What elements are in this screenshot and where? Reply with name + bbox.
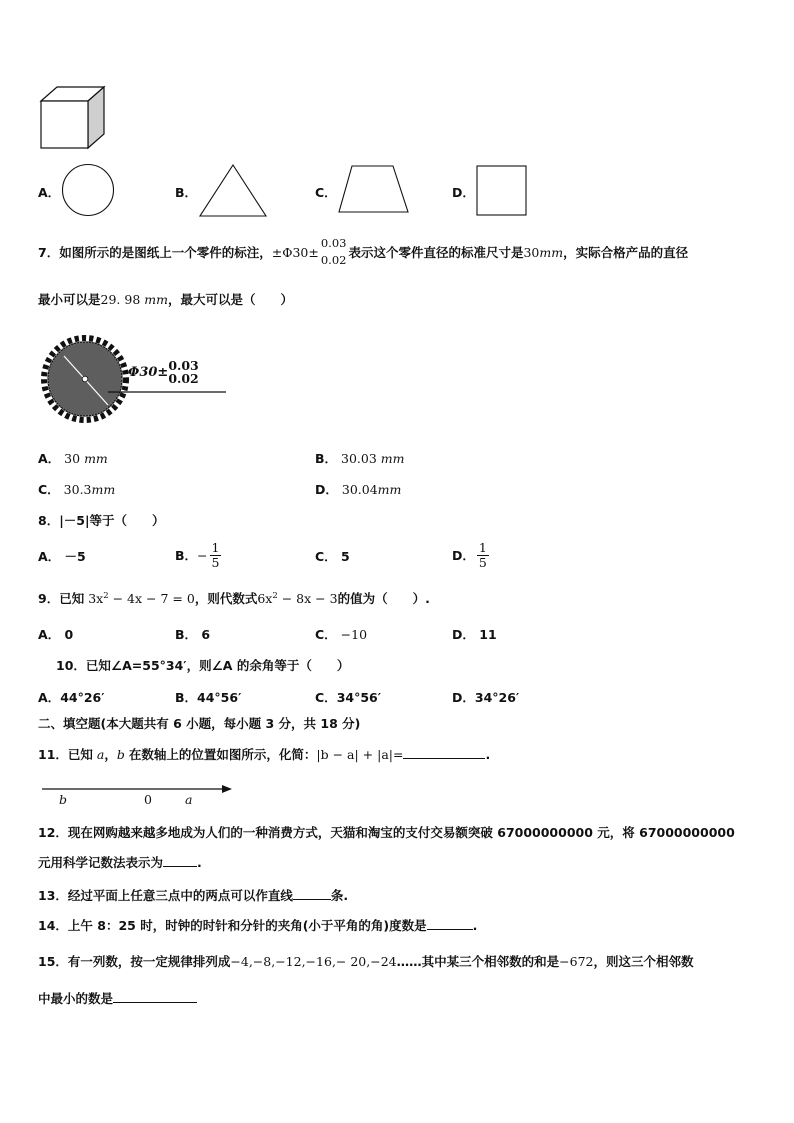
q7-option-c-value: 30.3: [63, 482, 92, 497]
q9-eq1-exp: 2: [103, 590, 109, 601]
q8-option-a-label: A．: [38, 549, 61, 564]
gear-lower: 0.02: [168, 370, 199, 386]
number-line-label-0: 0: [144, 792, 152, 807]
q7-option-d-value: 30.04: [341, 482, 378, 497]
q7-unit: mm: [539, 244, 564, 260]
q7-option-a[interactable]: [38, 449, 108, 467]
q7-option-a-unit: mm: [84, 451, 108, 466]
q15-dots: ……: [396, 954, 422, 969]
q8-option-c-value: 5: [341, 549, 350, 564]
q7-option-b-label: B．: [315, 451, 338, 466]
q7-option-b-unit: mm: [380, 451, 405, 466]
q14-question: [38, 916, 477, 934]
q15-question-line2: [38, 989, 197, 1007]
q8-text: |－5|等于（ ）: [59, 513, 165, 528]
q15-sequence: −4,−8,−12,−16,− 20,−24: [230, 954, 397, 969]
q11-number: 11．: [38, 747, 68, 762]
q10-option-b[interactable]: [175, 688, 241, 706]
q7-question-line1: [38, 230, 688, 274]
q10-option-c-value: 34°56′: [336, 690, 382, 705]
q10-option-a-value: 44°26′: [60, 690, 105, 705]
q14-end: .: [472, 918, 478, 933]
gear-tolerance-stack: [168, 360, 198, 385]
q8-option-b-num: 1: [211, 540, 220, 556]
q9-equation: [88, 591, 195, 606]
q7-tolerance-stack: [321, 235, 347, 270]
q13-question: [38, 886, 348, 904]
gear-tolerance-label: [128, 360, 199, 385]
q8-option-d-num: 1: [478, 540, 487, 556]
q8-option-d-label: D．: [452, 548, 475, 563]
number-line: [40, 780, 235, 794]
q7-lower: 0.02: [320, 253, 347, 267]
q7-text2: 表示这个零件直径的标准尺寸是: [348, 245, 524, 260]
q8-option-c[interactable]: [315, 547, 350, 565]
q7-line2a: 最小可以是: [38, 292, 101, 307]
q11-question: [38, 745, 490, 763]
q8-option-a-value: －5: [64, 549, 86, 564]
q7-line2b: ，最大可以是（ ）: [167, 292, 293, 307]
q12-end: .: [197, 855, 202, 870]
q9-option-a[interactable]: [38, 625, 73, 643]
q11-expression: |b − a| + |a|=: [316, 747, 404, 762]
q11-end: .: [485, 747, 491, 762]
q14-text: 14．上午 8：25 时，时钟的时针和分针的夹角(小于平角的角)度数是: [38, 918, 427, 933]
q11-text1: 已知: [67, 747, 93, 762]
q8-option-d-den: 5: [478, 554, 487, 570]
q7-option-d[interactable]: [315, 480, 401, 498]
q10-option-c[interactable]: [315, 688, 381, 706]
q13-text: 13．经过平面上任意三点中的两点可以作直线: [38, 888, 293, 903]
q10-option-a[interactable]: [38, 688, 105, 706]
q9-eq2-exp: 2: [272, 590, 278, 601]
q6-option-a-label[interactable]: A．: [38, 185, 61, 200]
q8-number: 8．: [38, 513, 60, 528]
q11-var-b: b: [116, 747, 125, 762]
q11-var-a: a: [96, 747, 105, 762]
q7-option-d-unit: mm: [377, 482, 402, 497]
q9-text2: ，则代数式: [194, 591, 258, 606]
q15-text3: ，则这三个相邻数: [593, 954, 694, 969]
q10-option-b-label: B．: [175, 690, 198, 705]
q7-option-c-unit: mm: [91, 482, 116, 497]
q10-option-c-label: C．: [315, 690, 337, 705]
q7-option-a-value: 30: [64, 451, 81, 466]
q9-expression: [257, 591, 337, 606]
q9-text1: 已知: [59, 591, 85, 606]
q8-option-d[interactable]: [452, 536, 491, 574]
q7-option-b-value: 30.03: [341, 451, 377, 466]
q7-text1: 如图所示的是图纸上一个零件的标注，: [59, 245, 272, 260]
q9-option-d-value: 11: [479, 627, 497, 642]
q7-option-d-label: D．: [315, 482, 338, 497]
q11-answer-blank[interactable]: [403, 746, 485, 759]
q9-eq1c: − 4x − 7 = 0: [108, 591, 195, 606]
q9-option-b-label: B．: [175, 627, 198, 642]
q15-line2-text: 中最小的数是: [38, 991, 114, 1006]
q7-number: 7．: [38, 245, 60, 260]
q12-line2-text: 元用科学记数法表示为: [38, 855, 164, 870]
q7-text3: ，实际合格产品的直径: [563, 245, 689, 260]
circle-shape: [60, 163, 116, 219]
q10-option-b-value: 44°56′: [197, 690, 242, 705]
q9-option-c-value: −10: [340, 627, 368, 642]
q6-option-c-label[interactable]: C．: [315, 185, 337, 200]
q15-text1: 15．有一列数，按一定规律排列成: [38, 954, 231, 969]
q13-end: 条.: [330, 888, 349, 903]
q9-option-b-value: 6: [201, 627, 211, 642]
q7-pm2: ±: [308, 244, 319, 260]
q7-std: 30: [523, 244, 540, 260]
q10-option-a-label: A．: [38, 690, 61, 705]
number-line-label-b: b: [59, 792, 68, 807]
q7-option-a-label: A．: [38, 451, 61, 466]
q12-question-line1: 12．现在网购越来越多地成为人们的一种消费方式，天猫和淘宝的支付交易额突破 67000000000 元，将 67000000000: [38, 825, 735, 840]
q9-option-b[interactable]: [175, 625, 210, 643]
q15-answer-blank[interactable]: [113, 990, 197, 1003]
q7-option-c[interactable]: [38, 480, 115, 498]
q8-option-c-label: C．: [315, 549, 337, 564]
q7-option-c-label: C．: [38, 482, 60, 497]
q14-answer-blank[interactable]: [427, 917, 473, 930]
q8-option-b[interactable]: [175, 536, 223, 574]
q8-question: [38, 511, 165, 529]
q12-question-line2: [38, 853, 202, 871]
q9-option-c[interactable]: [315, 625, 367, 643]
gear-phi: Φ30±: [128, 365, 169, 380]
q15-sum: −672: [559, 954, 594, 969]
q8-option-b-fraction: [210, 541, 222, 568]
q8-option-a[interactable]: [38, 547, 86, 565]
q8-option-b-den: 5: [211, 554, 220, 570]
q8-option-b-label: B．: [175, 548, 198, 563]
q10-option-d[interactable]: [452, 688, 519, 706]
q9-number: 9．: [38, 591, 60, 606]
q6-option-d-label[interactable]: D．: [452, 185, 475, 200]
q6-option-b-label[interactable]: B．: [175, 185, 198, 200]
q9-question: [38, 589, 430, 607]
number-line-label-a: a: [185, 792, 193, 807]
q9-option-d-label: D．: [452, 627, 475, 642]
q7-option-b[interactable]: [315, 449, 405, 467]
q8-option-b-sign: −: [197, 547, 208, 563]
q15-question-line1: [38, 952, 694, 970]
q9-eq1a: 3x: [88, 591, 104, 606]
q9-option-d[interactable]: [452, 625, 497, 643]
q8-option-d-fraction: [477, 541, 489, 568]
trapezoid-shape: [337, 163, 411, 217]
q7-min: 29. 98: [100, 292, 141, 307]
q7-upper: 0.03: [320, 235, 347, 250]
q9-option-a-label: A．: [38, 627, 61, 642]
q9-text3: 的值为（ ）.: [337, 591, 430, 606]
q15-text2: 其中某三个相邻数的和是: [421, 954, 560, 969]
q10-question: 10．已知∠A=55°34′，则∠A 的余角等于（ ）: [56, 658, 350, 673]
q7-min-unit: mm: [144, 292, 168, 307]
q12-answer-blank[interactable]: [163, 854, 197, 867]
triangle-shape: [198, 163, 268, 219]
cube-figure: [38, 84, 108, 152]
q9-eq2a: 6x: [257, 591, 273, 606]
square-shape: [475, 164, 529, 218]
q9-option-a-value: 0: [64, 627, 74, 642]
q13-answer-blank[interactable]: [293, 887, 331, 900]
q7-pm: ±: [271, 244, 283, 260]
q11-comma: ，: [104, 747, 117, 762]
q7-question-line2: [38, 290, 293, 308]
gear-upper: 0.03: [168, 358, 199, 373]
q11-text2: 在数轴上的位置如图所示，化简：: [128, 747, 317, 762]
section-heading-fill-in: 二、填空题(本大题共有 6 小题，每小题 3 分，共 18 分): [38, 716, 361, 731]
q10-option-d-value: 34°26′: [474, 690, 520, 705]
q7-phi30: Φ30: [282, 244, 309, 260]
q9-option-c-label: C．: [315, 627, 337, 642]
q9-eq2c: − 8x − 3: [277, 591, 338, 606]
q10-option-d-label: D．: [452, 690, 475, 705]
